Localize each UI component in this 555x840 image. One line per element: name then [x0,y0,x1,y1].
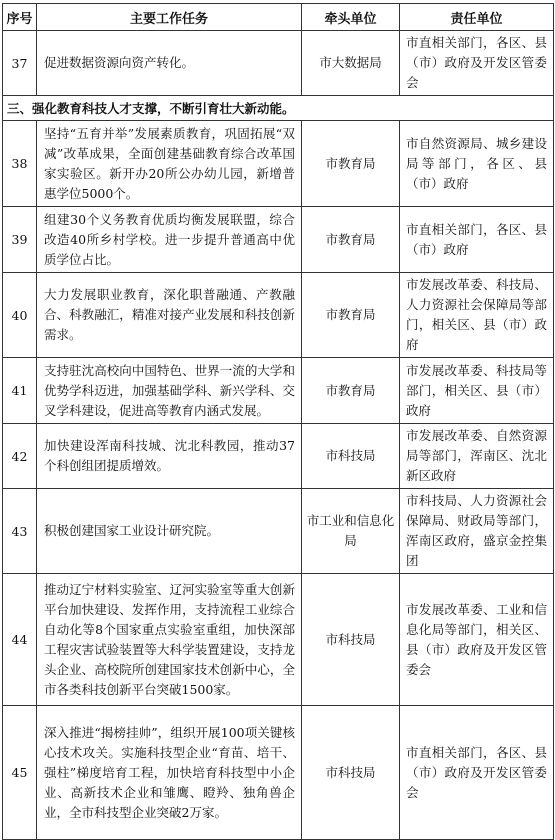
row-lead: 市科技局 [302,706,400,840]
row-task: 坚持“五育并举”发展素质教育，巩固拓展“双减”改革成果，全面创建基础教育综合改革国家实验区。新开办20所公办幼儿园，新增普惠学位5000个。 [37,121,302,207]
row-task: 推动辽宁材料实验室、辽河实验室等重大创新平台加快建设、发挥作用，支持流程工业综合自动化等8个国家重点实验室重组，加快深部工程灾害试验装置等大科学装置建设，支持龙头企业、高校院所创建国家技术创新中心，全市各类科技创新平台突破1500家。 [37,574,302,706]
row-seq: 37 [3,31,37,96]
row-lead: 市教育局 [302,273,400,358]
table-row [3,424,554,489]
row-resp: 市直相关部门，各区、县（市）政府及开发区管委会 [400,31,554,96]
row-resp: 市直相关部门，各区、县（市）政府 [400,207,554,273]
row-seq: 38 [3,121,37,207]
row-seq: 45 [3,706,37,840]
row-seq: 43 [3,489,37,574]
row-resp: 市发展改革委、工业和信息化局等部门，相关区、县（市）政府及开发区管委会 [400,574,554,706]
task-table [2,3,554,840]
row-resp: 市发展改革委、科技局、人力资源社会保障局等部门，相关区、县（市）政府 [400,273,554,358]
row-task: 组建30个义务教育优质均衡发展联盟，综合改造40所乡村学校。进一步提升普通高中优质学位占比。 [37,207,302,273]
row-seq: 42 [3,424,37,489]
table-row [3,706,554,840]
row-resp: 市发展改革委、科技局等部门，相关区、县（市）政府 [400,358,554,424]
row-lead: 市教育局 [302,121,400,207]
section-row [3,96,554,121]
row-lead: 市教育局 [302,207,400,273]
header-lead: 牵头单位 [302,4,400,31]
table-row [3,489,554,574]
row-lead: 市大数据局 [302,31,400,96]
table-row [3,574,554,706]
row-lead: 市科技局 [302,574,400,706]
header-task: 主要工作任务 [37,4,302,31]
row-lead: 市工业和信息化局 [302,489,400,574]
section-heading: 三、强化教育科技人才支撑，不断引育壮大新动能。 [3,96,554,121]
table-row [3,273,554,358]
table-header-row [3,4,554,31]
row-resp: 市发展改革委、自然资源局等部门，浑南区、沈北新区政府 [400,424,554,489]
row-resp: 市自然资源局、城乡建设局等部门，各区、县（市）政府 [400,121,554,207]
table-row [3,121,554,207]
row-seq: 44 [3,574,37,706]
table-row [3,31,554,96]
row-task: 积极创建国家工业设计研究院。 [37,489,302,574]
row-resp: 市科技局、人力资源社会保障局、财政局等部门，浑南区政府，盛京金控集团 [400,489,554,574]
row-task: 深入推进“揭榜挂帅”，组织开展100项关键核心技术攻关。实施科技型企业“育苗、培干、强柱”梯度培育工程，加快培育科技型中小企业、高新技术企业和雏鹰、瞪羚、独角兽企业，全市科技型企业突破2万家。 [37,706,302,840]
header-resp: 责任单位 [400,4,554,31]
row-seq: 39 [3,207,37,273]
row-task: 加快建设浑南科技城、沈北科教园，推动37个科创组团提质增效。 [37,424,302,489]
row-lead: 市教育局 [302,358,400,424]
table-row [3,358,554,424]
row-task: 大力发展职业教育，深化职普融通、产教融合、科教融汇，精准对接产业发展和科技创新需求。 [37,273,302,358]
row-resp: 市直相关部门，各区、县（市）政府及开发区管委会 [400,706,554,840]
header-seq: 序号 [3,4,37,31]
row-task: 促进数据资源向资产转化。 [37,31,302,96]
row-seq: 41 [3,358,37,424]
table-row [3,207,554,273]
row-task: 支持驻沈高校向中国特色、世界一流的大学和优势学科迈进，加强基础学科、新兴学科、交叉学科建设，促进高等教育内涵式发展。 [37,358,302,424]
row-lead: 市科技局 [302,424,400,489]
row-seq: 40 [3,273,37,358]
